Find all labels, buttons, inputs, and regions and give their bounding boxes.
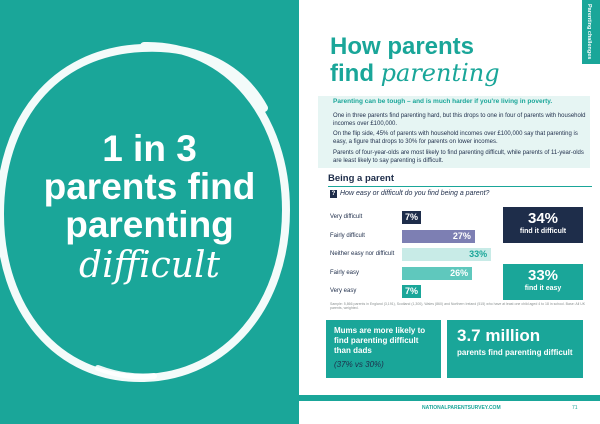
- section-tab: [582, 0, 600, 64]
- stat-difficult-label: find it difficult: [519, 228, 567, 235]
- stat-easy-label: find it easy: [524, 285, 562, 292]
- survey-question: How easy or difficult do you find being a parent?: [340, 190, 490, 197]
- bar-value-label: 7%: [405, 212, 419, 222]
- bar-category-label: Fairly difficult: [330, 232, 365, 239]
- page-number: 71: [572, 405, 578, 411]
- sample-note: Sample: 5,866 parents in England (3,191), Scotland (1,300), Wales (860) and Northern Ireland (515) who have at least one child aged 4 to 18 in school. Base: All UK parents, weighted.: [330, 302, 586, 310]
- bar: [402, 267, 472, 280]
- million-callout-text: parents find parenting difficult: [457, 348, 573, 357]
- footer-bar: [299, 395, 600, 401]
- bar-category-label: Fairly easy: [330, 269, 360, 276]
- page-title-line2: find: [330, 60, 374, 87]
- bar-value-label: 27%: [452, 230, 471, 241]
- bar: [402, 285, 421, 298]
- section-heading: Being a parent: [328, 173, 394, 184]
- page-title: [330, 34, 500, 87]
- stat-easy: [503, 264, 583, 300]
- bar-category-label: Very easy: [330, 288, 357, 294]
- headline-line: parents find: [43, 166, 256, 207]
- bar-category-label: Neither easy nor difficult: [330, 251, 395, 257]
- mums-callout-sub: (37% vs 30%): [334, 360, 384, 369]
- section-divider: [328, 186, 592, 187]
- mums-callout: [326, 320, 441, 378]
- page-title-line1: How parents: [330, 33, 475, 60]
- intro-paragraph: On the flip side, 45% of parents with household incomes over £100,000 say that parenting is easy, a figure that drops to 30% for parents on lower incomes.: [333, 131, 578, 145]
- headline-line: 1 in 3: [102, 128, 197, 169]
- stat-difficult-value: 34%: [527, 210, 559, 227]
- bar: [402, 211, 421, 224]
- bar-value-label: 33%: [469, 249, 488, 259]
- headline-script: difficult: [79, 245, 220, 286]
- footer-url[interactable]: NATIONALPARENTSURVEY.COM: [422, 405, 501, 411]
- bar-value-label: 26%: [450, 267, 469, 278]
- million-callout: [447, 320, 583, 378]
- bar-value-label: 7%: [405, 286, 419, 296]
- bar: [402, 230, 475, 243]
- stat-easy-value: 33%: [527, 267, 559, 284]
- section-tab-label: Parenting challenges: [586, 4, 592, 60]
- left-panel: [0, 0, 299, 424]
- headline-line: parenting: [65, 204, 234, 245]
- headline: [0, 130, 299, 288]
- intro-lead: Parenting can be tough – and is much harder if you're living in poverty.: [333, 98, 553, 105]
- intro-paragraph: Parents of four-year-olds are most likely to find parenting difficult, while parents of 11-year-olds are least likely to say parenting is difficult.: [333, 150, 584, 164]
- page-title-script: parenting: [380, 59, 500, 87]
- question-icon: ?: [331, 191, 336, 197]
- mums-callout-text: Mums are more likely to find parenting difficult than dads: [334, 326, 426, 355]
- bar-category-label: Very difficult: [330, 214, 363, 220]
- stat-difficult: [503, 207, 583, 243]
- million-callout-value: 3.7 million: [457, 326, 541, 345]
- bar: [402, 248, 491, 261]
- intro-paragraph: One in three parents find parenting hard, but this drops to one in four of parents with household incomes over £100,000.: [333, 113, 586, 127]
